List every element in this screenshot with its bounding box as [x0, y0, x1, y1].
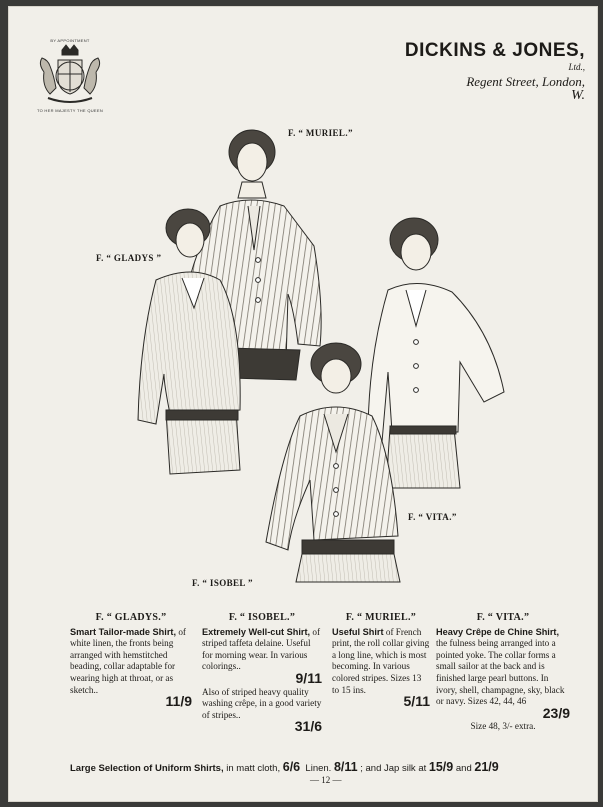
- item-body: of striped taffeta delaine. Useful for morning wear. In various colorings..: [202, 626, 321, 672]
- item-title: F. “ ISOBEL.”: [228, 612, 296, 623]
- label-gladys: F. “ GLADYS ”: [96, 253, 162, 263]
- footer-line: [70, 760, 499, 774]
- vita-figure: [368, 218, 504, 488]
- item-lead: Heavy Crêpe de Chine Shirt,: [436, 626, 560, 637]
- firm-address: Regent Street, London,: [466, 74, 585, 89]
- item-price: 5/11: [403, 693, 430, 710]
- item-lead: Smart Tailor-made Shirt,: [70, 626, 177, 637]
- item-gladys: [70, 612, 192, 710]
- item-isobel: [202, 612, 322, 735]
- crest-top-text: BY APPOINTMENT: [50, 38, 90, 43]
- crest-bottom-text: TO HER MAJESTY THE QUEEN: [36, 108, 104, 113]
- footer-text-2: Linen.: [305, 763, 332, 774]
- firm-name: DICKINS & JONES,: [404, 40, 585, 61]
- footer-text-1: in matt cloth,: [226, 763, 281, 774]
- item-title: F. “ MURIEL.”: [345, 612, 417, 623]
- royal-crest: [22, 36, 118, 120]
- item-lead: Extremely Well-cut Shirt,: [202, 626, 311, 637]
- item-price-2: 31/6: [294, 718, 322, 735]
- item-price: 23/9: [542, 704, 570, 721]
- item-extra: Size 48, 3/- extra.: [470, 721, 536, 732]
- item-body: of white linen, the fronts being arranged with hemstitched beading, collar adaptable for wearing high at throat, or as sketch..: [70, 626, 186, 695]
- item-title: F. “ VITA.”: [476, 612, 530, 623]
- item-body: the fulness being arranged into a pointed yoke. The collar forms a small sailor at the back and is finished large pearl buttons. In ivory, shell, champagne, sky, black or navy. Sizes 42, 44, 46: [436, 638, 565, 707]
- footer-price-2: 8/11: [333, 760, 358, 774]
- label-muriel: F. “ MURIEL.”: [288, 128, 353, 138]
- item-price: 9/11: [295, 669, 322, 686]
- item-body-2: Also of striped heavy quality washing crêpe, in a good variety of stripes..: [202, 686, 322, 720]
- item-title: F. “ GLADYS.”: [95, 612, 167, 623]
- item-vita: [436, 612, 570, 733]
- footer-price-4: 21/9: [474, 760, 499, 774]
- footer-price-1: 6/6: [282, 760, 301, 774]
- footer-price-3: 15/9: [428, 760, 454, 774]
- label-vita: F. “ VITA.”: [408, 512, 457, 522]
- footer-lead: Large Selection of Uniform Shirts,: [70, 763, 224, 774]
- footer-text-4: and: [455, 763, 472, 774]
- firm-header: [325, 40, 585, 104]
- fashion-illustration: [70, 110, 560, 595]
- item-muriel: [332, 612, 430, 710]
- page-number: — 12 —: [310, 775, 342, 785]
- item-price: 11/9: [165, 693, 192, 710]
- firm-district: W.: [571, 88, 585, 103]
- item-body: of French print, the roll collar giving a long line, which is most becoming. In various colored stripes. Sizes 13 to 15 ins.: [332, 626, 430, 695]
- item-lead: Useful Shirt: [332, 626, 384, 637]
- label-isobel: F. “ ISOBEL ”: [192, 578, 253, 588]
- footer-text-3: ; and Jap silk at: [360, 763, 427, 774]
- firm-ltd: Ltd.,: [568, 62, 585, 72]
